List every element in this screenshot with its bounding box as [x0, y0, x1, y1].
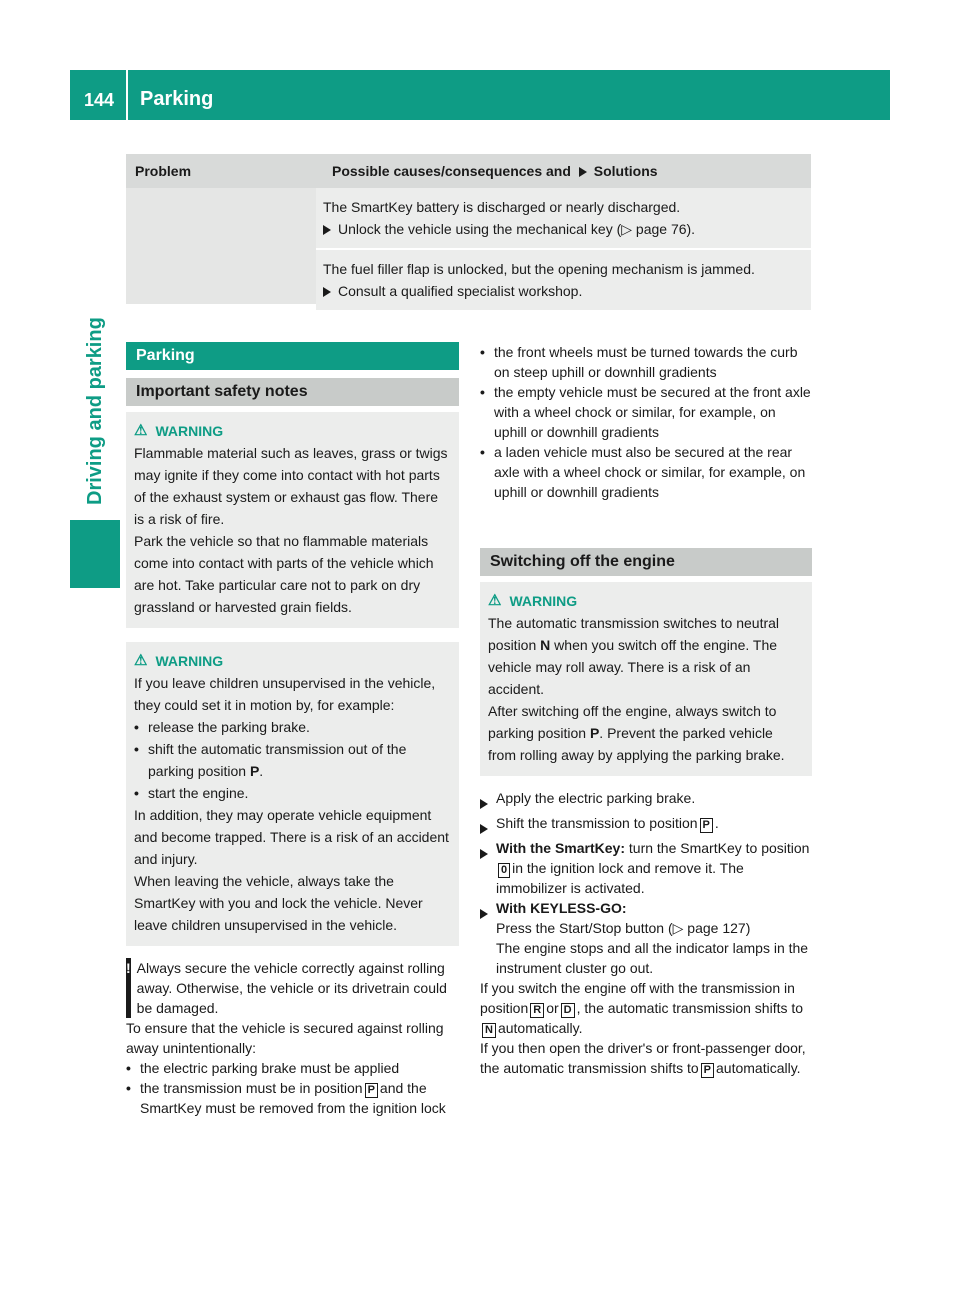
gear-key-icon: P — [701, 1063, 714, 1078]
gear-key-icon: P — [700, 818, 713, 833]
arrow-icon — [480, 824, 488, 834]
warning-text: In addition, they may operate vehicle equipment and become trapped. There is a risk of an accident and injury. — [134, 807, 449, 867]
warning-box — [126, 412, 459, 628]
table-header — [126, 154, 811, 188]
paragraph: automatically. — [716, 1060, 801, 1076]
page-number: 144 — [84, 90, 115, 110]
step-text: in the ignition lock and remove it. The immobilizer is activated. — [496, 860, 744, 896]
list-item: the empty vehicle must be secured at the front axle with a wheel chock or similar, for example, on uphill or downhill gradients — [494, 384, 811, 440]
header-divider — [126, 70, 128, 120]
step-heading: With KEYLESS-GO: — [496, 900, 627, 916]
gear-label: N — [540, 637, 551, 653]
warning-triangle-icon: ⚠ — [488, 592, 502, 609]
solutions-cell — [316, 188, 811, 310]
note-text: Always secure the vehicle correctly against rolling away. Otherwise, the vehicle or its drivetrain could be damaged. — [136, 960, 447, 1016]
arrow-icon — [480, 909, 488, 919]
arrow-icon — [323, 287, 331, 297]
col-solutions — [332, 163, 658, 179]
warning-triangle-icon: ⚠ — [134, 422, 148, 439]
warning-box — [480, 582, 812, 776]
warning-text: Flammable material such as leaves, grass or twigs may ignite if they come into contact with hot parts of the exhaust system or exhaust gas flow. There is a risk of fire. — [134, 445, 448, 527]
warning-text: After switching off the engine, always switch to parking position — [488, 703, 777, 741]
row-solution: Unlock the vehicle using the mechanical key (▷ page 76). — [338, 221, 696, 237]
page-title: Parking — [140, 88, 214, 110]
table-row — [316, 250, 811, 310]
arrow-icon — [480, 849, 488, 859]
list-item: a laden vehicle must also be secured at the rear axle with a wheel chock or similar, for example, on uphill or downhill gradients — [494, 444, 806, 500]
gear-label: P — [249, 763, 260, 779]
step-text: Shift the transmission to position — [496, 815, 698, 831]
section-title: Parking — [126, 342, 459, 370]
row-cause: The SmartKey battery is discharged or nearly discharged. — [323, 199, 681, 215]
step-heading: With the SmartKey: — [496, 840, 626, 856]
gear-key-icon: N — [482, 1023, 496, 1038]
warning-text: If you leave children unsupervised in the vehicle, they could set it in motion by, for example: — [134, 675, 436, 713]
step-text: The engine stops and all the indicator lamps in the instrument cluster go out. — [496, 940, 809, 976]
subsection-title: Switching off the engine — [480, 548, 812, 576]
gear-key-icon: D — [561, 1003, 575, 1018]
warning-label: WARNING — [155, 653, 224, 669]
problem-cell — [126, 188, 316, 304]
warning-text: when you switch off the engine. The vehicle may roll away. There is a risk of an accident. — [488, 637, 778, 697]
arrow-icon — [323, 225, 331, 235]
warning-box: ⚠ WARNING If you leave children unsupervised in the vehicle, they could set it in motion by, for example: • release the parking brake. • shift the automatic transmission out of the parking position P. • start the engine. In addition, they may operate vehicle equipment and become trapped. There is a risk of an accident and injury. When leaving the vehicle, always take the SmartKey with you and lock the vehicle. Never leave children unsupervised in the vehicle. — [126, 642, 459, 946]
step-text: Press the Start/Stop button (▷ page 127) — [496, 920, 751, 936]
warning-text: When leaving the vehicle, always take the SmartKey with you and lock the vehicle. Never leave children unsupervised in the vehicle. — [134, 873, 423, 933]
left-column: Parking Important safety notes ⚠ WARNING Flammable material such as leaves, grass or twigs may ignite if they come into contact with hot parts of the exhaust system or exhaust gas flow. There is a risk of fire. Park the vehicle so that no flammable materials come into contact with parts of the vehicle which are hot. Take particular care not to park on dry grassland or harvested grain fields. ⚠ WARNING If you leave children unsupervised in the vehicle, they could set it in motion by, for example: • release the parking brake. • shift the automatic transmission out of the parking position P. • start the engine. In addition, they may operate vehicle equipment and become trapped. There is a risk of an accident and injury. When leaving the vehicle, always take the SmartKey with you and lock the vehicle. Never leave children unsupervised in the vehicle. ! Always secure the vehicle correctly against rolling away. Otherwise, the vehicle or its drivetrain could be damaged. To ensure that the vehicle is secured against rolling away unintentionally: • the electric parking brake must be applied • the transmission must be in position P and the SmartKey must be removed from the ignition lock — [126, 342, 459, 1118]
paragraph: or — [546, 1000, 559, 1016]
step-text: turn the SmartKey to position — [628, 840, 810, 856]
list-item: the front wheels must be turned towards the curb on steep uphill or downhill gradients — [494, 344, 798, 380]
row-solution: Consult a qualified specialist workshop. — [338, 283, 583, 299]
step-text: Apply the electric parking brake. — [496, 790, 696, 806]
paragraph: If you switch the engine off with the transmission in position — [480, 980, 795, 1016]
col-problem: Problem — [135, 163, 192, 179]
right-column: • the front wheels must be turned towards the curb on steep uphill or downhill gradients • the empty vehicle must be secured at the front axle with a wheel chock or similar, for example, on uphill or downhill gradients • a laden vehicle must also be secured at the rear axle with a wheel chock or similar, for example, on uphill or downhill gradients Switching off the engine ⚠ WARNING The automatic transmission switches to neutral position N when you switch off the engine. The vehicle may roll away. There is a risk of an accident. After switching off the engine, always switch to parking position P. Prevent the parked vehicle from rolling away by applying the parking brake. Apply the electric parking brake. Shift the transmission to position P . With the SmartKey: turn the SmartKey to position0 in the ignition lock and remove it. The immobilizer is activated. With KEYLESS-GO: Press the Start/Stop button (▷ page 127) The engine stops and all the indicator lamps in the instrument cluster go out. If you switch the engine off with the transmission in position R or D , the automatic transmission shifts toN automatically. If you then open the driver's or front-passenger door, the automatic transmission shifts to P automatically. — [480, 344, 811, 1076]
paragraph: automatically. — [497, 1020, 583, 1036]
subsection-title: Important safety notes — [126, 378, 459, 406]
list-item: the transmission must be in position — [140, 1080, 363, 1096]
gear-label: P — [589, 725, 600, 741]
paragraph: To ensure that the vehicle is secured against rolling away unintentionally: — [126, 1020, 444, 1056]
arrow-icon — [480, 799, 488, 809]
side-tab-marker — [70, 520, 120, 588]
list-item: and the SmartKey must be removed from the ignition lock — [140, 1080, 446, 1116]
row-cause: The fuel filler flap is unlocked, but the opening mechanism is jammed. — [323, 261, 755, 277]
warning-label: WARNING — [509, 593, 578, 609]
problem-table — [126, 154, 811, 310]
note-icon: ! — [126, 958, 131, 1018]
paragraph: If you then open the driver's or front-passenger door, the automatic transmission shifts to — [480, 1040, 806, 1076]
list-item: the electric parking brake must be applied — [140, 1060, 400, 1076]
key-position-icon: 0 — [498, 863, 510, 878]
col-solutions-suffix: Solutions — [593, 163, 658, 179]
warning-text: Park the vehicle so that no flammable materials come into contact with parts of the vehicle which are hot. Take particular care not to park on dry grassland or harvested grain fields. — [134, 533, 434, 615]
paragraph: , the automatic transmission shifts to — [576, 1000, 804, 1016]
list-item: start the engine. — [148, 785, 249, 801]
warning-triangle-icon: ⚠ — [134, 652, 148, 669]
gear-key-icon: R — [530, 1003, 544, 1018]
side-tab-label: Driving and parking — [84, 317, 106, 505]
list-item: shift the automatic transmission out of the parking position — [148, 741, 407, 779]
warning-text: . Prevent the parked vehicle from rolling away by applying the parking brake. — [488, 725, 785, 763]
warning-text: The automatic transmission switches to neutral position — [488, 615, 780, 653]
table-row — [316, 188, 811, 250]
warning-label: WARNING — [155, 423, 224, 439]
arrow-icon — [579, 167, 587, 177]
gear-key-icon: P — [365, 1083, 378, 1098]
list-item: release the parking brake. — [148, 719, 310, 735]
col-solutions-prefix: Possible causes/consequences and — [332, 163, 571, 179]
